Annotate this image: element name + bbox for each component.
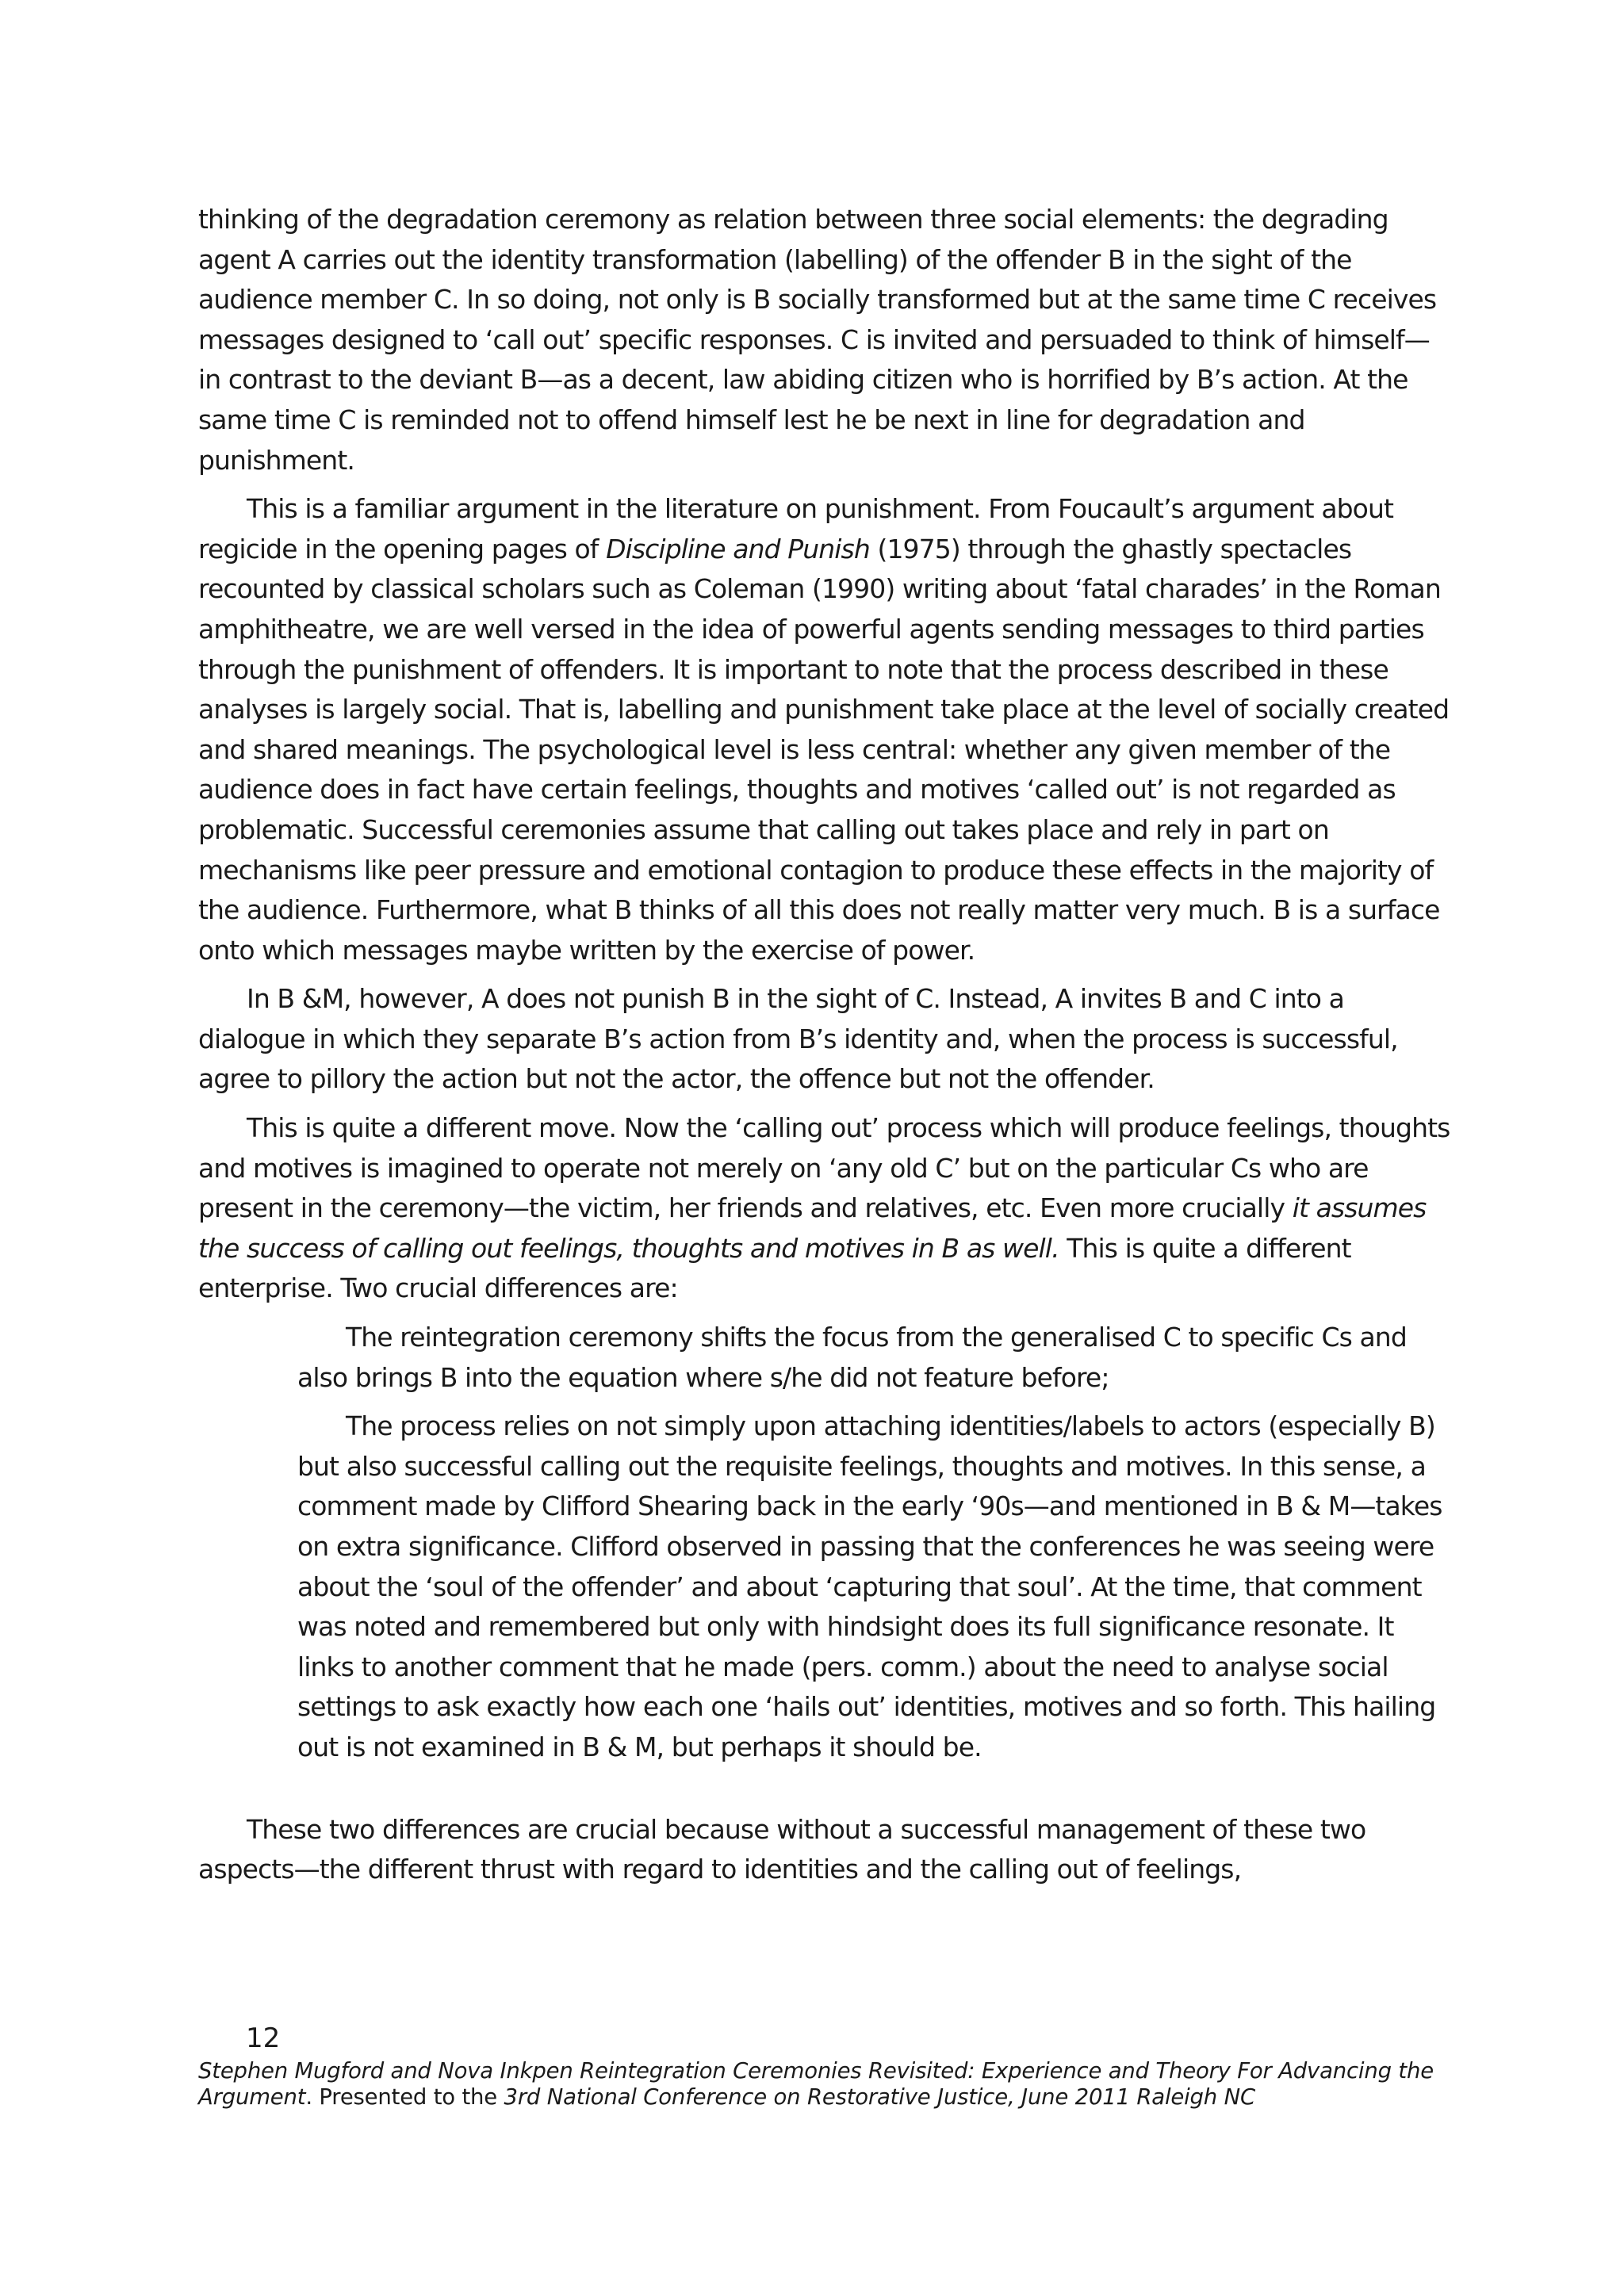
book-title-discipline-and-punish: Discipline and Punish [606, 533, 870, 564]
footer-presented: . Presented to the [305, 2084, 504, 2110]
paragraph-familiar-argument-text-a: This is a familiar argument in the literature on punishment. From Foucault’s argument about regicide in the opening pages of [198, 493, 1394, 564]
page-number: 12 [246, 2022, 281, 2054]
paragraph-different-move [198, 1108, 1451, 1309]
footer-conference: 3rd National Conference on Restorative Justice, June 2011 Raleigh NC [504, 2084, 1255, 2110]
paragraph-degradation-ceremony: thinking of the degradation ceremony as relation between three social elements: the degrading agent A carries out the identity transformation (labelling) of the offender B in the sight of the audience member C. In so doing, not only is B socially transformed but at the same time C receives messages designed to ‘call out’ specific responses. C is invited and persuaded to think of himself—in contrast to the deviant B—as a decent, law abiding citizen who is horrified by B’s action. At the same time C is reminded not to offend himself lest he be next in line for degradation and punishment. [198, 204, 1437, 476]
paragraph-different-move-text-b: This is quite a different enterprise. Two crucial differences are: [198, 1232, 1351, 1304]
paragraph-familiar-argument [198, 489, 1451, 970]
paragraph-different-move-text-a: This is quite a different move. Now the ‘calling out’ process which will produce feelings, thoughts and motives is imagined to operate not merely on ‘any old C’ but on the particular Cs who are present in the ceremony—the victim, her friends and relatives, etc. Even more crucially [198, 1112, 1450, 1224]
difference-item-1: The reintegration ceremony shifts the focus from the generalised C to specific Cs and also brings B into the equation where s/he did not feature before; [297, 1322, 1407, 1393]
difference-item-2: The process relies on not simply upon attaching identities/labels to actors (especially B) but also successful calling out the requisite feelings, thoughts and motives. In this sense, a comment made by Clifford Shearing back in the early ‘90s—and mentioned in B & M—takes on extra significance. Clifford observed in passing that the conferences he was seeing were about the ‘soul of the offender’ and about ‘capturing that soul’. At the time, that comment was noted and remembered but only with hindsight does its full significance resonate. It links to another comment that he made (pers. comm.) about the need to analyse social settings to ask exactly how each one ‘hails out’ identities, motives and so forth. This hailing out is not examined in B & M, but perhaps it should be. [297, 1410, 1442, 1762]
document-body [198, 200, 1451, 1899]
page-footer [198, 2058, 1483, 2110]
emphasis-calling-out: it assumes the success of calling out feelings, thoughts and motives in B as well. [198, 1192, 1427, 1264]
paragraph-b-and-m-dialogue: In B &M, however, A does not punish B in the sight of C. Instead, A invites B and C into a dialogue in which they separate B’s action from B’s identity and, when the process is successful, agree to pillory the action but not the actor, the offence but not the offender. [198, 983, 1398, 1095]
paragraph-familiar-argument-text-b: (1975) through the ghastly spectacles recounted by classical scholars such as Coleman (1990) writing about ‘fatal charades’ in the Roman amphitheatre, we are well versed in the idea of powerful agents sending messages to third parties through the punishment of offenders. It is important to note that the process described in these analyses is largely social. That is, labelling and punishment take place at the level of socially created and shared meanings. The psychological level is less central: whether any given member of the audience does in fact have certain feelings, thoughts and motives ‘called out’ is not regarded as problematic. Successful ceremonies assume that calling out takes place and rely in part on mechanisms like peer pressure and emotional contagion to produce these effects in the majority of the audience. Furthermore, what B thinks of all this does not really matter very much. B is a surface onto which messages maybe written by the exercise of power. [198, 533, 1450, 966]
paragraph-two-differences: These two differences are crucial because without a successful management of these two aspects—the different thrust with regard to identities and the calling out of feelings, [198, 1813, 1366, 1885]
footer-paper-title: Stephen Mugford and Nova Inkpen Reintegration Ceremonies Revisited: Experience and Theory For Advancing the Argument [198, 2058, 1434, 2110]
